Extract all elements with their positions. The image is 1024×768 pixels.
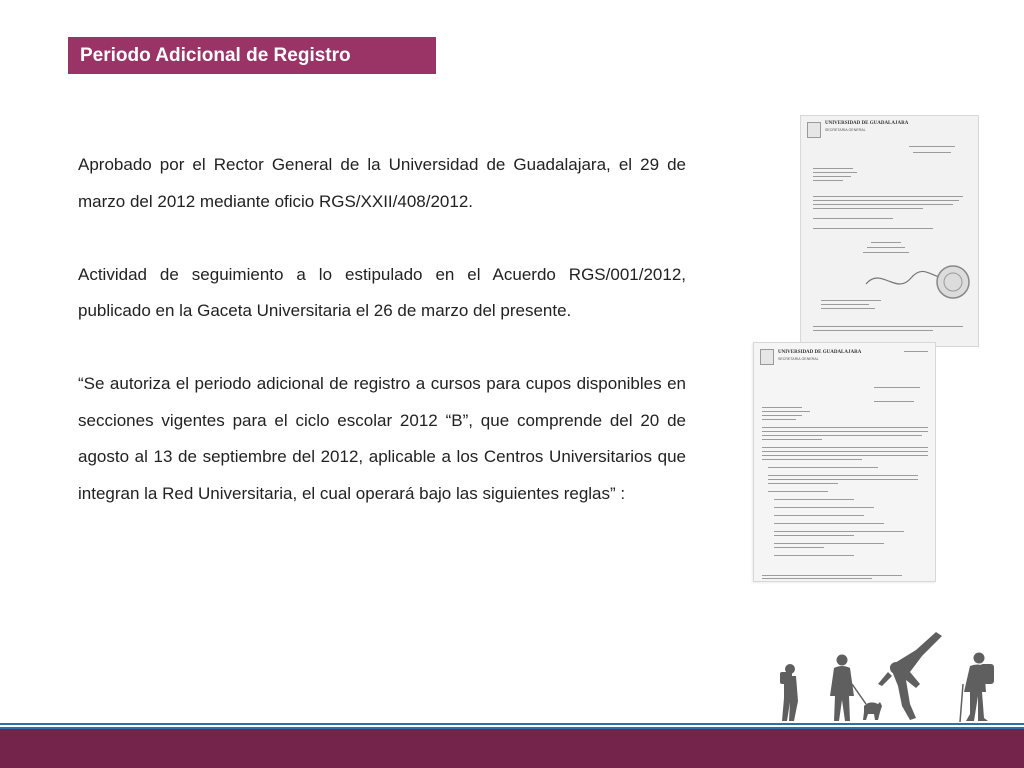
document-subheading: SECRETARIA GENERAL (778, 357, 819, 361)
paragraph-quote: “Se autoriza el periodo adicional de registro a cursos para cupos disponibles en secciones vigentes para el ciclo escolar 2012 “B”, que comprende del 20 de agosto al 13 de septiembre del 2012, aplicable a los Centros Universitarios que integran la Red Universitaria, el cual operará bajo las siguientes reglas” : (78, 374, 686, 503)
signature-stamp-icon (861, 256, 971, 306)
scanned-document-reglas (753, 342, 936, 582)
slide-title: Periodo Adicional de Registro (68, 37, 436, 74)
footer-bar (0, 729, 1024, 768)
document-subheading: SECRETARIA GENERAL (825, 128, 866, 132)
slide-body (78, 147, 686, 512)
paragraph-agreement: Actividad de seguimiento a lo estipulado en el Acuerdo RGS/001/2012, publicado en la Gaceta Universitaria el 26 de marzo del presente. (78, 264, 686, 320)
university-seal-icon (807, 122, 821, 138)
paragraph-approval: Aprobado por el Rector General de la Universidad de Guadalajara, el 29 de marzo del 2012 mediante oficio RGS/XXII/408/2012. (78, 155, 686, 211)
university-seal-icon (760, 349, 774, 365)
people-silhouettes-icon (770, 626, 1010, 726)
scanned-document-oficio (800, 115, 979, 347)
document-heading: UNIVERSIDAD DE GUADALAJARA (825, 121, 909, 126)
document-heading: UNIVERSIDAD DE GUADALAJARA (778, 350, 862, 355)
